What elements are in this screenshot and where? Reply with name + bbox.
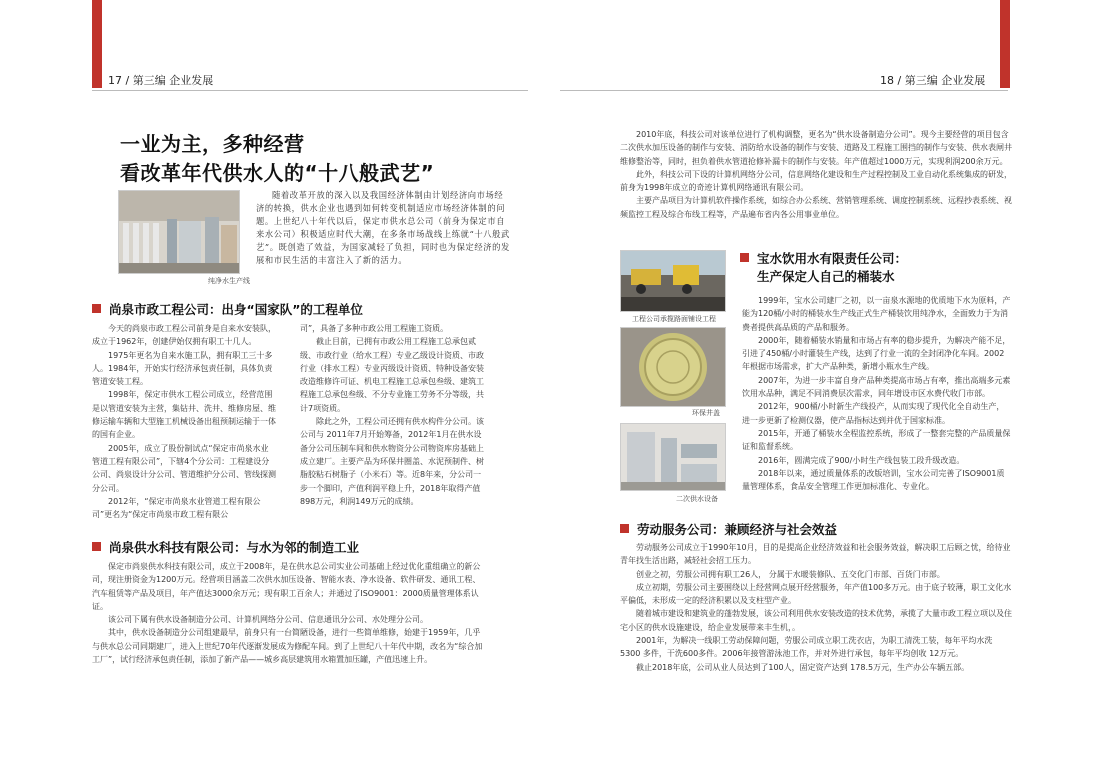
section-marker — [740, 253, 749, 262]
photo-caption-production-line: 纯净水生产线 — [208, 277, 250, 285]
photo-caption-road-paving: 工程公司承揽路面铺设工程 — [632, 315, 716, 323]
baoshui-section-body: 1999年，宝水公司建厂之初，以一亩泉水源地的优质地下水为原料，产能为120桶/小时的桶装水生产线正式生产桶装饮用纯净水，全面致力于为消费者提供高品质的产品和服务。 2000年，随着桶装水销量和市场占有率的稳步提升，为解决产能不足，引进了450桶/小时灌装生产线，达到了行业一流的全封闭净化车间。2002年根据市场需求，扩大产品种类，新增小瓶水生产线。 2007年，为进一步丰富自身产品种类提高市场占有率，推出高端多元素饮用水品种，满足不同消费层次需求，同年增设市区水费代收门市部。 2012年，900桶/小时新生产线投产，从而实现了现代化全自动生产，进一步更新了检测仪器，使产品指标达到并优于国家标准。 2015年，开通了桶装水全程监控系统，形成了一整套完整的产品质量保证和监督系统。 2016年，圆满完成了900/小时生产线包装工段升级改造。 2018年以来，通过质量体系的改版培训，宝水公司完善了ISO9001质量管理体系，食品安全管理工作更加标准化、专业化。 — [742, 296, 1011, 492]
photo-caption-secondary-water-equipment: 二次供水设备 — [676, 495, 718, 503]
section-marker — [620, 524, 629, 533]
labor-service-body: 劳动服务公司成立于1990年10月，目的是提高企业经济效益和社会服务效益，解决职工后顾之忧，给待业青年找生活出路，减轻社会招工压力。 创业之初，劳服公司拥有职工26人， 分属于水暖装修队、五交化门市部、百货门市部。 成立初期，劳服公司主要围绕以上经营网点展开经营服务，年产值100多万元。由于底子较薄，职工文化水平偏低，未形成一定的经济积累以及支柱型产业。 随着城市建设和建筑业的蓬勃发展，该公司利用供水安装改造的技术优势，承揽了大量市政工程立项以及住宅小区的供水设施建设，给企业发展带来丰生机，。 2001年，为解决一线职工劳动保障问题，劳服公司成立职工洗衣店，为职工清洗工装，每年平均水洗5300 多件，干洗600多件。2006年接管游泳池工作，并对外进行承包，每年平均创收 12万元。 截止2018年底，公司从业人员达到了100人，固定资产达到 178.5万元，生产办公车辆五部。 — [620, 543, 1012, 672]
tech-continued-body: 2010年底，科技公司对该单位进行了机构调整，更名为“供水设备制造分公司”。现今主要经营的项目包含二次供水加压设备的制作与安装、消防给水设备的制作与安装、道路及工程施工围挡的制作与安装、供水表闸井维修整治等，同时，担负着供水管道抢修补漏卡的制作与安装。年产值超过1000万元，实现利润200余万元。 此外，科技公司下设的计算机网络分公司，信息网络化建设和生产过程控制及工业自动化系统集成的研发，前身为1998年成立的奇迹计算机网络通讯有限公司。 主要产品项目为计算机软件操作系统，如综合办公系统、营销管理系统、调度控制系统、远程抄表系统、视频监控工程及综合布线工程等，产品遍布省内各公用事业单位。 — [620, 130, 1012, 219]
section-heading-labor-service: 劳动服务公司：兼顾经济与社会效益 — [620, 520, 837, 538]
photo-secondary-water-equipment — [620, 423, 726, 491]
accent-bar-left — [92, 0, 102, 88]
production-line-illustration — [119, 191, 239, 273]
photo-production-line — [118, 190, 240, 274]
section-marker — [92, 304, 101, 313]
section-marker — [92, 542, 101, 551]
photo-caption-manhole-cover: 环保井盖 — [692, 409, 720, 417]
header-rule-right — [560, 90, 1008, 91]
article-title-line1: 一业为主，多种经营 — [120, 132, 305, 156]
secondary-water-equipment-illustration — [621, 424, 725, 490]
article-title-line2: 看改革年代供水人的“十八般武艺” — [120, 161, 435, 185]
photo-road-paving — [620, 250, 726, 312]
section-heading-municipal: 尚泉市政工程公司：出身“国家队”的工程单位 — [92, 300, 363, 318]
running-header-right: 18 / 第三编 企业发展 — [880, 74, 986, 87]
municipal-column-2: 司”，具备了多种市政公用工程施工资质。 截止目前，已拥有市政公用工程施工总承包贰级、市政行业（给水工程）专业乙级设计资质、市政行业（排水工程）专业丙级设计资质、特种设备安装改造维修许可证、机电工程施工总承包叁级、建筑工程施工总承包叁级、不分专业施工劳务不分等级，共计7项资质。 除此之外，工程公司还拥有供水构件分公司。该公司与 2011年7月开始筹备，2012年1月在供水设备分公司压制车间和供水物资分公司物资库房基础上成立建厂。主要产品为环保井圈盖、水泥预制件、树脂胶粘石树脂子（小米石）等。近8年来，分公司一步一个脚印，产值利润平稳上升，2018年取得产值898万元，利润149万元的成绩。 — [300, 324, 484, 506]
running-header-left: 17 / 第三编 企业发展 — [108, 74, 214, 87]
road-paving-illustration — [621, 251, 725, 311]
municipal-column-1: 今天的尚泉市政工程公司前身是自来水安装队，成立于1962年，创建伊始仅拥有职工十几人。 1975年更名为自来水施工队，拥有职工三十多人。1984年，开始实行经济承包责任制，具体负责管道安装工程。 1998年，保定市供水工程公司成立，经营范围是以管道安装为主营，集钻井、洗井、维修房屋、维修运输车辆和大型施工机械设备出租预制运输于一体的国有企业。 2005年，成立了股份制试点“保定市尚泉水业管道工程有限公司”，下辖4个分公司：工程建设分公司、尚泉设计分公司、管道维护分公司、管线探测分公司。 2012年，“保定市尚泉水业管道工程有限公司”更名为“保定市尚泉市政工程有限公 — [92, 324, 276, 520]
accent-bar-right — [1000, 0, 1010, 88]
tech-section-body: 保定市尚泉供水科技有限公司，成立于2008年，是在供水总公司实业公司基础上经过优化重组确立的新公司，现注册资金为1200万元。经营项目涵盖二次供水加压设备、智能水表、净水设备、软件研发、通讯工程、汽车租赁等产品及项目，年产值达3000余万元；现有职工百余人；并通过了ISO9001：2000质量管理体系认证。 该公司下属有供水设备制造分公司、计算机网络分公司、信息通讯分公司、水处理分公司。 其中，供水设备制造分公司组建最早，前身只有一台简陋设备，进行一些简单维修，始建于1959年，几乎与供水总公司同期建厂，进入上世纪70年代逐渐发展成为修配车间。到了上世纪八十年代中期，改名为“综合加工厂”，试行经济承包责任制，添加了新产品——城乡高层建筑用水箱置加压罐，产值迅速上升。 — [92, 562, 483, 665]
section-heading-tech: 尚泉供水科技有限公司：与水为邻的制造工业 — [92, 538, 359, 556]
section-heading-baoshui: 宝水饮用水有限责任公司： 生产保定人自己的桶装水 — [740, 250, 907, 286]
intro-paragraph: 随着改革开放的深入以及我国经济体制由计划经济向市场经济的转换，供水企业也遇到如何转变机制适应市场经济体制的问题。上世纪八十年代以后，保定市供水总公司（前身为保定市自来水公司）积极适应时代大潮，在多条市场战线上练就“十八般武艺”。既创造了效益，为国家减轻了负担，同时也为保定经济的发展和市民生活的丰富注入了新的活力。 — [256, 190, 510, 265]
header-rule-left — [92, 90, 528, 91]
manhole-cover-illustration — [621, 328, 725, 406]
photo-manhole-cover — [620, 327, 726, 407]
